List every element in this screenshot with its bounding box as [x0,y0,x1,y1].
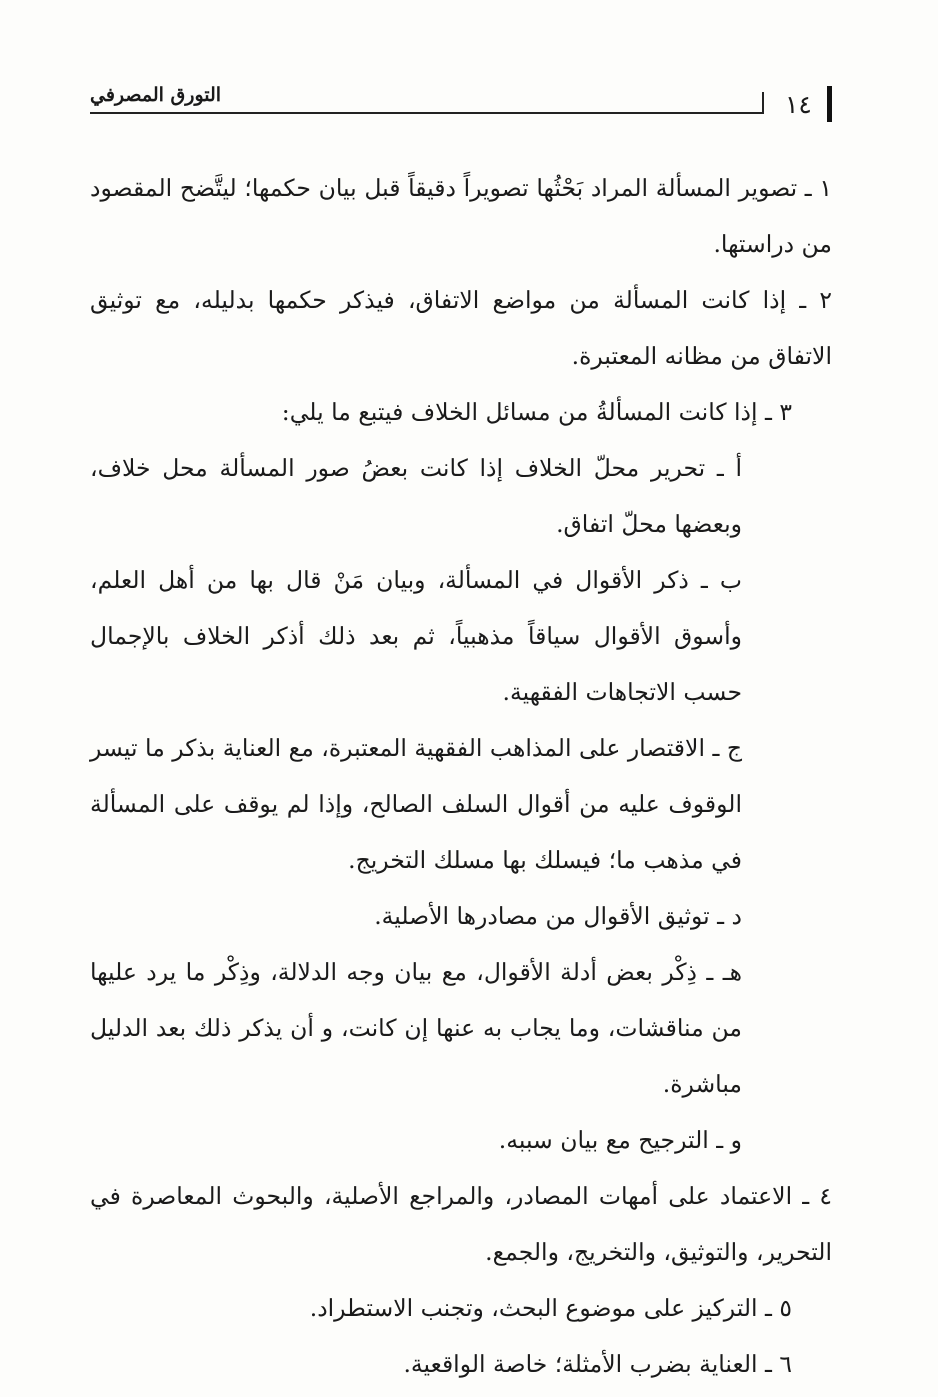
paragraph-3a: أ ـ تحرير محلّ الخلاف إذا كانت بعضُ صور المسألة محل خلاف، وبعضها محلّ اتفاق. [90,454,742,538]
page-number: ١٤ [785,90,812,119]
paragraph-6: ٦ ـ العناية بضرب الأمثلة؛ خاصة الواقعية. [403,1350,792,1378]
paragraph-3d: د ـ توثيق الأقوال من مصادرها الأصلية. [374,902,742,930]
paragraph-3f: و ـ الترجيح مع بيان سببه. [498,1126,742,1154]
paragraph-3b: ب ـ ذكر الأقوال في المسألة، وبيان مَنْ قال بها من أهل العلم، وأسوق الأقوال سياقاً مذهبياً، ثم بعد ذلك أذكر الخلاف بالإجمال حسب الاتجاهات الفقهية. [90,566,742,706]
page-header [90,70,850,130]
paragraph-3e: هـ ـ ذِكْر بعض أدلة الأقوال، مع بيان وجه الدلالة، وذِكْر ما يرد عليها من مناقشات، وما يجاب به عنها إن كانت، و أن يذكر ذلك بعد الدليل مباشرة. [90,958,742,1098]
running-title: التورق المصرفي [90,84,222,106]
header-rule [90,112,762,114]
page-body [90,160,832,1392]
paragraph-5: ٥ ـ التركيز على موضوع البحث، وتجنب الاستطراد. [309,1294,792,1322]
paragraph-2: ٢ ـ إذا كانت المسألة من مواضع الاتفاق، فيذكر حكمها بدليله، مع توثيق الاتفاق من مظانه المعتبرة. [90,286,832,370]
header-rule-tick [762,92,764,114]
paragraph-1: ١ ـ تصوير المسألة المراد بَحْثُها تصويراً دقيقاً قبل بيان حكمها؛ ليتَّضح المقصود من دراستها. [90,174,832,258]
paragraph-4: ٤ ـ الاعتماد على أمهات المصادر، والمراجع الأصلية، والبحوث المعاصرة في التحرير، والتوثيق، والتخريج، والجمع. [90,1182,832,1266]
paragraph-3c: ج ـ الاقتصار على المذاهب الفقهية المعتبرة، مع العناية بذكر ما تيسر الوقوف عليه من أقوال السلف الصالح، وإذا لم يوقف على المسألة في مذهب ما؛ فيسلك بها مسلك التخريج. [90,734,742,874]
paragraph-3: ٣ ـ إذا كانت المسألةُ من مسائل الخلاف فيتبع ما يلي: [281,398,792,426]
header-bar [827,86,832,122]
